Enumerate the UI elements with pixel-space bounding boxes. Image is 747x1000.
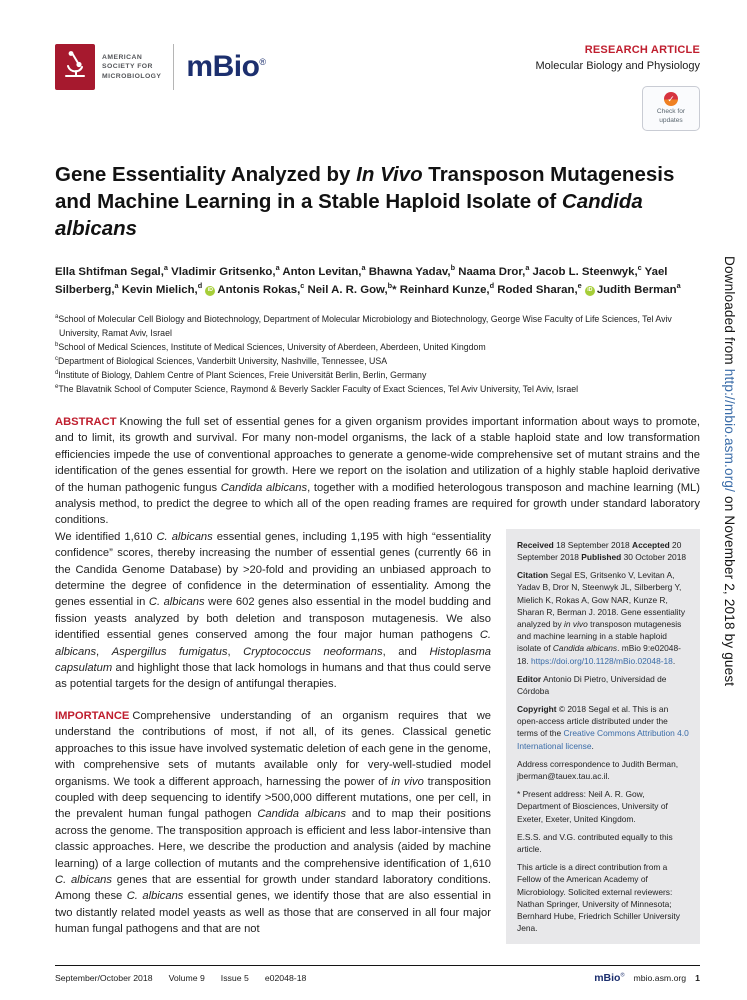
doi-link[interactable]: https://doi.org/10.1128/mBio.02048-18 [530, 655, 673, 666]
copyright-note: Copyright © 2018 Segal et al. This is an open-access article distributed under the terms of the Creative Commons Attribution 4.0 International license. [517, 704, 689, 751]
article-page [55, 44, 700, 944]
abstract-paragraph [55, 414, 700, 529]
contribution-note: This article is a direct contribution from a Fellow of the American Academy of Microbiology. Solicited external reviewers: Nathan Springer, University of Minnesota; Bernhard Hube, Friedrich Schiller University Jena. [517, 862, 680, 934]
article-type-label: RESEARCH ARTICLE [584, 44, 700, 56]
download-watermark: Downloaded from http://mbio.asm.org/ on November 2, 2018 by guest [722, 256, 737, 687]
registered-mark: ® [259, 57, 266, 67]
affiliation-item: $^d$Institute of Biology, Dahlem Centre of Plant Sciences, Freie Universität Berlin, Berlin, Germany [55, 369, 427, 380]
importance-paragraph [55, 708, 491, 938]
asm-wordmark-line: AMERICAN [102, 53, 143, 61]
footer-right [594, 972, 700, 984]
abstract-label: ABSTRACT [55, 415, 117, 428]
logo-divider [173, 44, 174, 90]
issue-info-segment: September/October 2018 [55, 973, 153, 983]
asm-wordmark-line: MICROBIOLOGY [102, 72, 162, 80]
main-columns [55, 529, 700, 944]
orcid-icon[interactable]: iD [205, 286, 215, 296]
microscope-icon [62, 49, 88, 86]
article-info-box [506, 529, 700, 944]
journal-site: mbio.asm.org [633, 973, 687, 983]
watermark-url-link[interactable]: http://mbio.asm.org/ [722, 368, 737, 493]
editor-note: Editor Antonio Di Pietro, Universidad de Córdoba [517, 673, 667, 696]
importance-text: Comprehensive understanding of an organism requires that we understand the contributions of most, if not all, of its genes. Classical genetic approaches to this issue have involved systematic deletion of each gene in the genome, with comprehensive sets of mutants available only for very-well-studied model organisms. We took a different approach, harnessing the power of in vivo transposition coupled with deep sequencing to identify >500,000 different mutations, one per cell, in the prevalent human fungal pathogen Candida albicans and to map their positions across the genome. The transposition approach is efficient and less labor-intensive than classic approaches. Here, we describe the production and analysis (aided by machine learning) of a large collection of mutants and the comprehensive identification of 1,610 C. albicans genes that are essential for growth under standard laboratory conditions. Among these C. albicans essential genes, we identify those that are also essential in two distantly related model yeasts as well as those that are conserved in all four major human fungal pathogens and that are not [55, 709, 492, 936]
check-for-updates-badge[interactable] [642, 86, 700, 131]
affiliations-list [55, 312, 700, 396]
crossmark-icon: ✓ [664, 92, 678, 106]
equal-contribution-note: E.S.S. and V.G. contributed equally to this article. [517, 831, 673, 854]
orcid-icon[interactable]: iD [585, 286, 595, 296]
page-header [55, 44, 700, 131]
citation-note: Citation Segal ES, Gritsenko V, Levitan A, Yadav B, Dror N, Steenwyk JL, Silberberg Y, Mielich K, Rokas A, Gow NAR, Kunze R, Sharan R, Berman J. 2018. Gene essentiality analyzed by in vivo transposon mutagenesis and machine learning in a stable haploid isolate of Candida albicans. mBio 9:e02048-18. https://doi.org/10.1128/mBio.02048-18. [517, 570, 686, 666]
issue-info-segment: e02048-18 [264, 973, 307, 983]
present-address-note: * Present address: Neil A. R. Gow, Department of Biosciences, University of Exeter, Exeter, United Kingdom. [517, 789, 668, 824]
abstract-text: Knowing the full set of essential genes for a given organism provides important information about ways to promote, and to limit, its growth and survival. For many non-model organisms, the lack of a stable haploid state and low transformation efficiencies impede the use of conventional approaches to generate a genome-wide comprehensive set of mutant strains and the identification of the genes essential for growth. Here we report on the isolation and utilization of a highly stable haploid derivative of the human pathogenic fungus Candida albicans, together with a modified heterologous transposon and machine learning (ML) analysis method, to predict the degree to which all of the open reading frames are required for growth under standard laboratory conditions. [55, 415, 700, 527]
affiliation-item: $^c$Department of Biological Sciences, Vanderbilt University, Nashville, Tennessee, USA [55, 355, 388, 366]
mbio-wordmark-text: mBio [186, 50, 260, 83]
importance-label: IMPORTANCE [55, 709, 130, 722]
text-column [55, 529, 491, 944]
issue-info-segment: Issue 5 [220, 973, 249, 983]
article-title: Gene Essentiality Analyzed by In Vivo Transposon Mutagenesis and Machine Learning in a Stable Haploid Isolate of Candida albicans [55, 162, 675, 240]
mbio-wordmark [186, 50, 265, 84]
abstract-paragraph-continued: We identified 1,610 C. albicans essential genes, including 1,195 with high “essentiality confidence” scores, thereby increasing the number of essential genes (currently 66 in the Candida Genome Database) by >20-fold and providing an unbiased approach to determine the degree of confidence in the determination of essentiality. Among the genes essential in C. albicans were 602 genes also essential in the model budding and fission yeasts analyzed by both deletion and transposon mutagenesis. We also identified essential genes conserved among the four major human pathogens C. albicans, Aspergillus fumigatus, Cryptococcus neoformans, and Histoplasma capsulatum and highlight those that lack homologs in humans and that thus could serve as potential targets for the design of antifungal therapies. [55, 530, 492, 691]
header-right [536, 44, 700, 131]
asm-wordmark [102, 53, 161, 82]
asm-logo [55, 44, 95, 90]
issue-info-segment: Volume 9 [168, 973, 205, 983]
dates-note: Received 18 September 2018 Accepted 20 September 2018 Published 30 October 2018 [517, 539, 687, 562]
publisher-logos [55, 44, 266, 90]
cc-license-link[interactable]: Creative Commons Attribution 4.0 International license [517, 728, 689, 751]
crossmark-label-line: Check for [656, 108, 686, 115]
journal-section-label: Molecular Biology and Physiology [535, 60, 700, 72]
affiliation-item: $^a$School of Molecular Cell Biology and Biotechnology, Department of Molecular Microbiology and Biotechnology, George Wise Faculty of Life Sciences, Tel Aviv University, Ramat Aviv, Israel [55, 313, 672, 338]
crossmark-label-line: updates [659, 116, 683, 124]
page-footer [55, 965, 700, 984]
issue-info [55, 973, 322, 983]
affiliation-item: $^e$The Blavatnik School of Computer Science, Raymond & Beverly Sackler Faculty of Exact Sciences, Tel Aviv University, Tel Aviv, Israel [55, 383, 579, 394]
crossmark-label [657, 108, 685, 126]
affiliation-item: $^b$School of Medical Sciences, Institute of Medical Sciences, University of Aberdeen, Aberdeen, United Kingdom [55, 341, 486, 352]
correspondence-note: Address correspondence to Judith Berman, jberman@tauex.tau.ac.il. [517, 758, 679, 781]
footer-mbio-text: mBio [594, 972, 621, 984]
footer-mbio-wordmark [594, 972, 624, 984]
asm-wordmark-line: SOCIETY FOR [102, 63, 153, 71]
author-list: Ella Shtifman Segal,$^a$ Vladimir Gritsenko,$^a$ Anton Levitan,$^a$ Bhawna Yadav,$^b$ Naama Dror,$^a$ Jacob L. Steenwyk,$^c$ Yael Silberberg,$^a$ Kevin Mielich,$^d$ iD Antonis Rokas,$^c$ Neil A. R. Gow,$^b$* Reinhard Kunze,$^d$ Roded Sharan,$^e$ iD Judith Berman$^a$ [55, 262, 681, 296]
page-number: 1 [695, 973, 700, 983]
registered-mark: ® [620, 972, 625, 979]
